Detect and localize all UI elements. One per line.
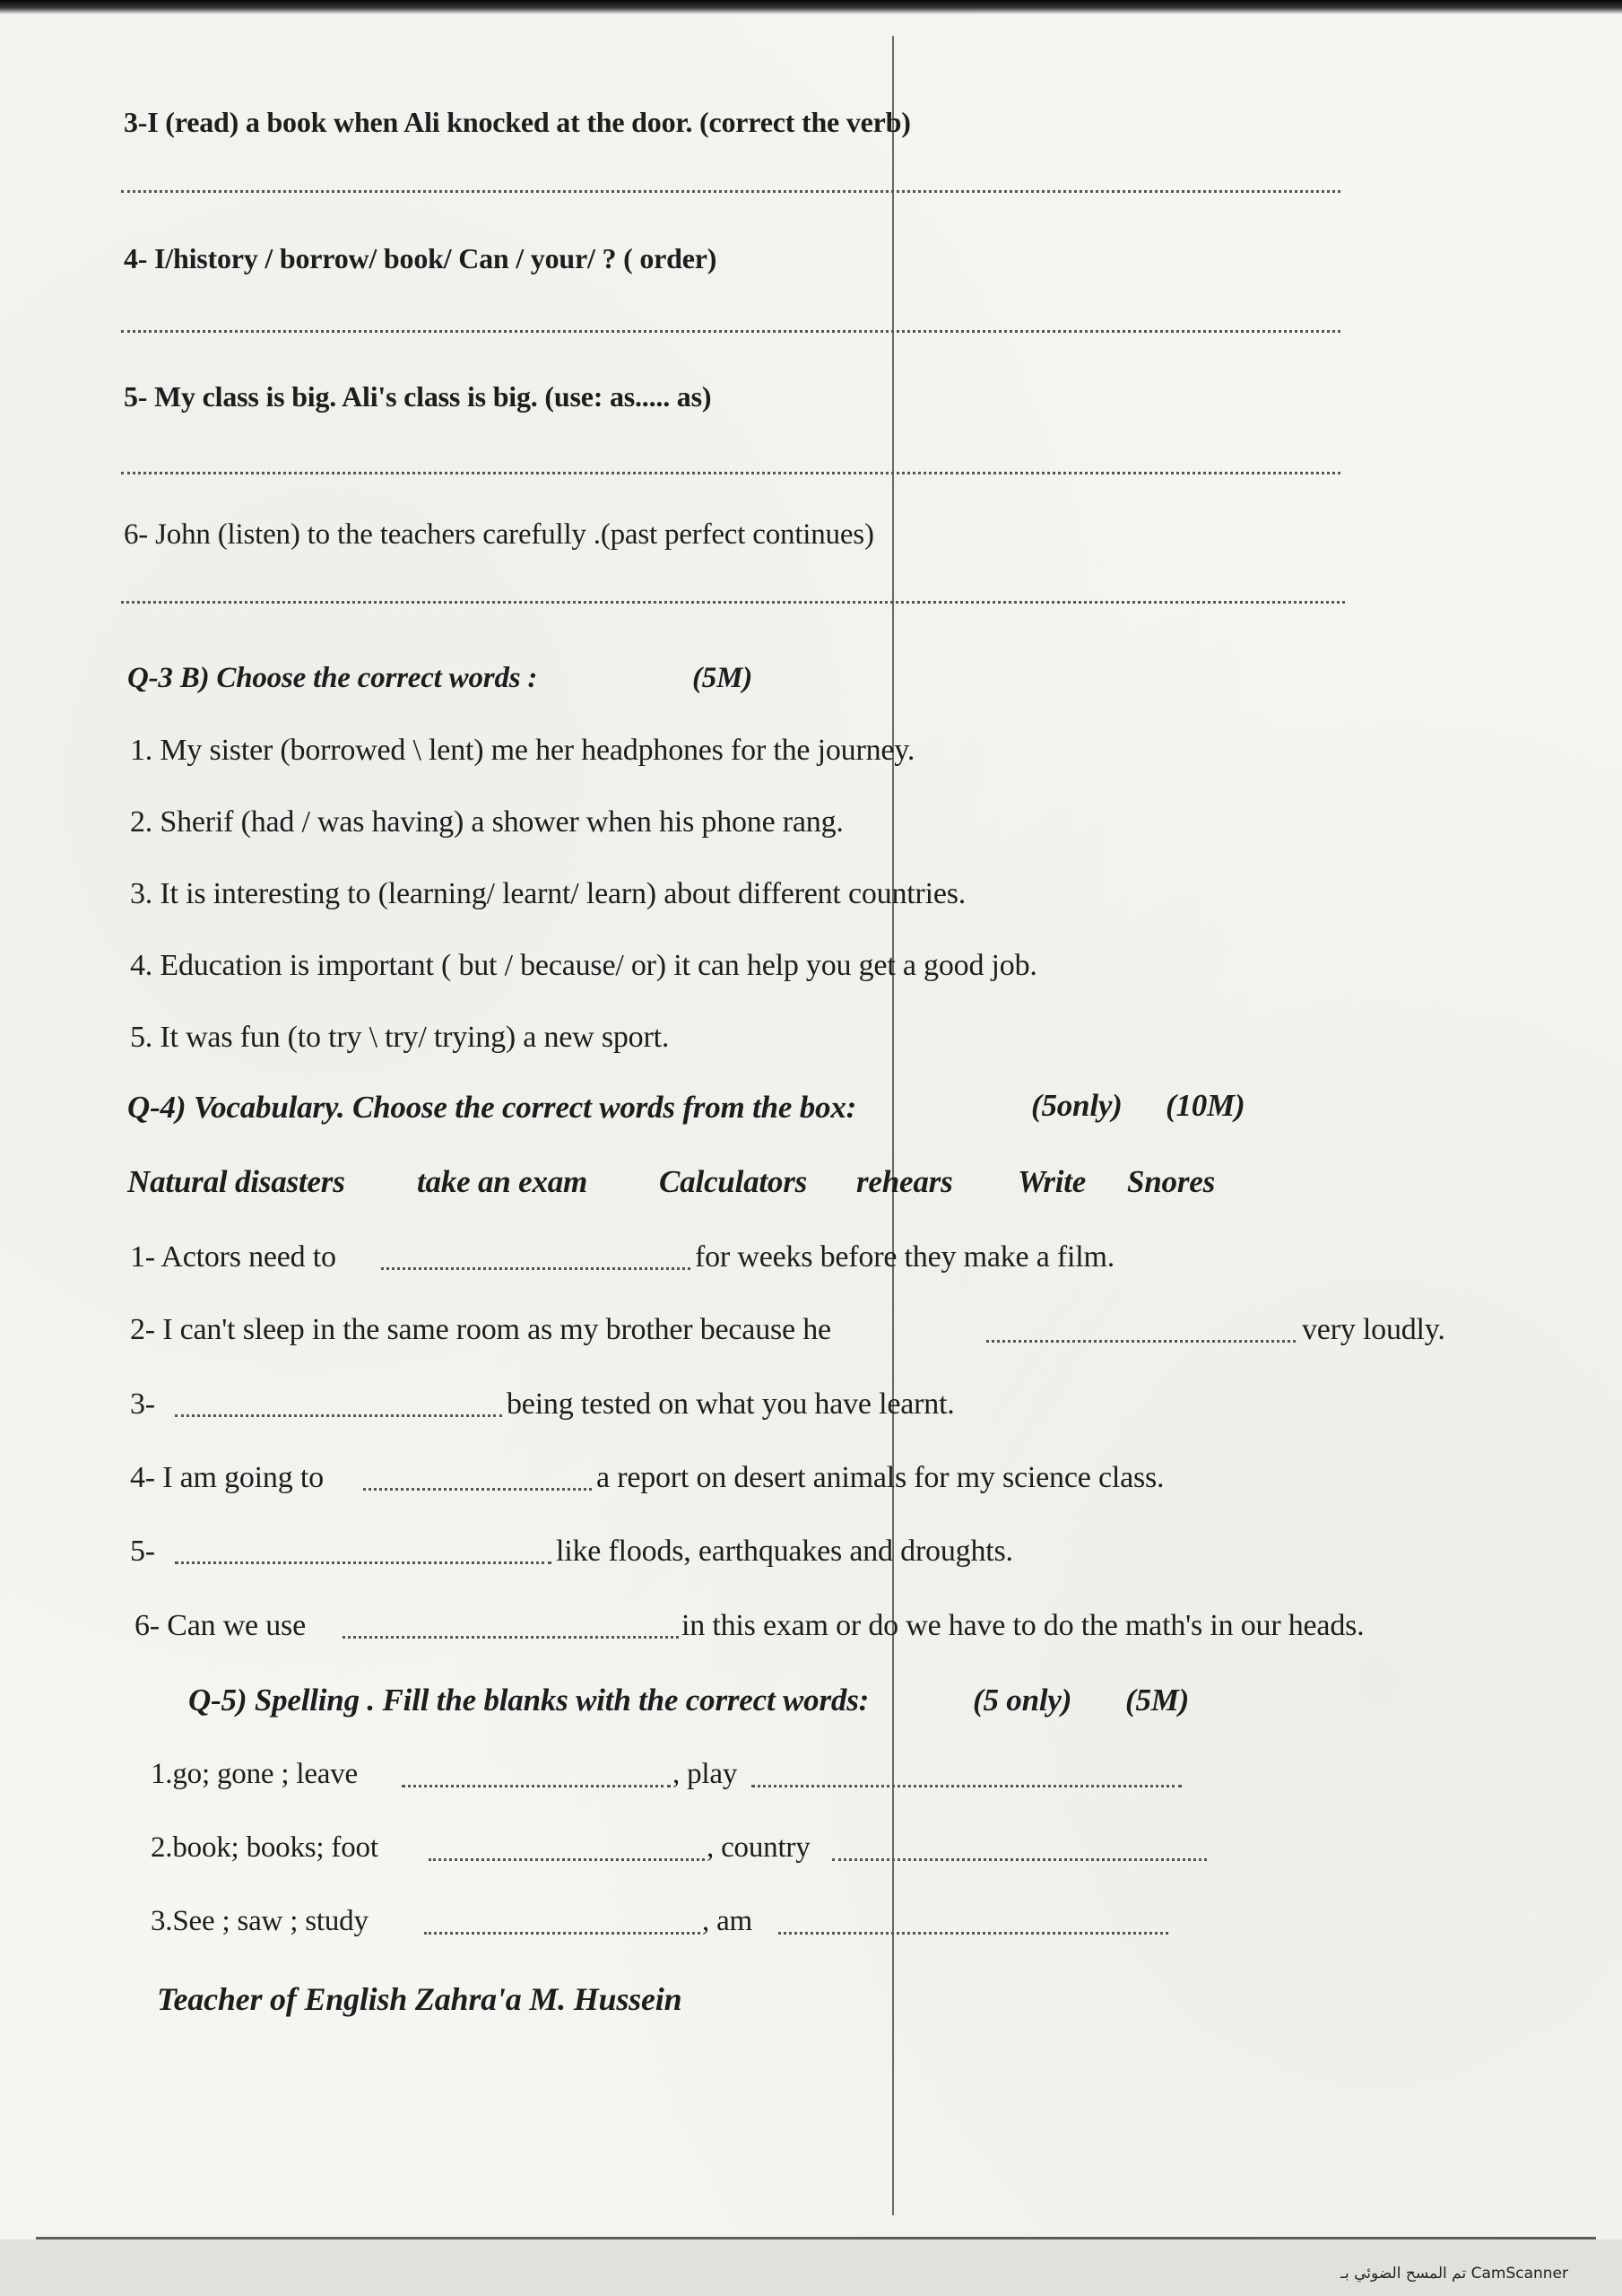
question-5: 5- My class is big. Ali's class is big. (use: as..... as) bbox=[124, 380, 712, 413]
blank[interactable] bbox=[424, 1932, 700, 1935]
q4-marks: (10M) bbox=[1166, 1088, 1245, 1123]
q3b-item-5: 5. It was fun (to try \ try/ trying) a new sport. bbox=[130, 1021, 670, 1054]
word-box-item: rehears bbox=[856, 1164, 953, 1199]
question-4: 4- I/history / borrow/ book/ Can / your/ ? ( order) bbox=[124, 242, 717, 274]
answer-line-6[interactable] bbox=[121, 601, 1345, 604]
q3b-marks: (5M) bbox=[692, 662, 753, 694]
fold-line bbox=[892, 36, 894, 2215]
blank[interactable] bbox=[986, 1340, 1296, 1343]
exam-sheet: 3-I (read) a book when Ali knocked at the door. (correct the verb) 4- I/history / borrow/ book/ Can / your/ ? ( order) 5- My class is big. Ali's class is big. (use: as..... as) 6- John (listen) to the teachers carefully .(past perfect continues) Q-3 B) Choose the correct words : (5M) 1. My sister (borrowed \ lent) me her headphones for the journey. 2. Sherif (had / was having) a shower when his phone rang. 3. It is interesting to (learning/ learnt/ learn) about different countries. 4. Education is important ( but / because/ or) it can help you get a good job. 5. It was fun (to try \ try/ trying) a new sport. Q-4) Vocabulary. Choose the correct words from the box: (5only) (10M) Natural disasters take an exam Calculators rehears Write Snores 1- Actors need to for weeks before they make a film. 2- I can't sleep in the same room as my brother because he very loudly. 3- being tested on what you have learnt. 4- I am going to a report on desert animals for my science class. 5- like floods, earthquakes and droughts. 6- Can we use in this exam or do we have to do the math's in our heads. Q-5) Spelling . Fill the blanks with the correct words: (5 only) (5M) 1.go; gone ; leave , play 2.book; books; foot , country 3.See ; saw ; study , am Teacher of English Zahra'a M. Hussein bbox=[0, 0, 1622, 2242]
q3b-item-1: 1. My sister (borrowed \ lent) me her headphones for the journey. bbox=[130, 734, 915, 767]
blank[interactable] bbox=[832, 1858, 1207, 1861]
blank[interactable] bbox=[175, 1414, 502, 1417]
blank[interactable] bbox=[402, 1785, 671, 1787]
answer-line-5[interactable] bbox=[121, 472, 1340, 474]
blank[interactable] bbox=[778, 1932, 1168, 1935]
q3b-item-2: 2. Sherif (had / was having) a shower when his phone rang. bbox=[130, 805, 844, 839]
q3b-heading: Q-3 B) Choose the correct words : bbox=[127, 662, 538, 694]
blank[interactable] bbox=[381, 1267, 690, 1270]
q5-note: (5 only) bbox=[973, 1683, 1072, 1718]
q4-heading: Q-4) Vocabulary. Choose the correct words from the box: bbox=[127, 1090, 857, 1125]
question-3: 3-I (read) a book when Ali knocked at the door. (correct the verb) bbox=[124, 106, 911, 138]
answer-line-3[interactable] bbox=[121, 190, 1340, 193]
blank[interactable] bbox=[175, 1561, 551, 1564]
word-box-item: Write bbox=[1018, 1164, 1087, 1199]
q5-marks: (5M) bbox=[1125, 1683, 1190, 1718]
blank[interactable] bbox=[343, 1636, 679, 1639]
page-top-edge bbox=[0, 0, 1622, 14]
question-6: 6- John (listen) to the teachers carefully .(past perfect continues) bbox=[124, 518, 874, 551]
word-box-item: Snores bbox=[1127, 1164, 1216, 1199]
q5-heading: Q-5) Spelling . Fill the blanks with the correct words: bbox=[188, 1683, 870, 1718]
answer-line-4[interactable] bbox=[121, 330, 1340, 333]
q4-note: (5only) bbox=[1031, 1088, 1123, 1123]
scanner-stamp: تم المسح الضوئي بـ CamScanner bbox=[1340, 2265, 1568, 2283]
q3b-item-4: 4. Education is important ( but / because/ or) it can help you get a good job. bbox=[130, 949, 1037, 982]
word-box-item: take an exam bbox=[417, 1164, 588, 1199]
q3b-item-3: 3. It is interesting to (learning/ learnt/ learn) about different countries. bbox=[130, 877, 967, 910]
word-box-item: Calculators bbox=[659, 1164, 808, 1199]
teacher-signature: Teacher of English Zahra'a M. Hussein bbox=[157, 1981, 682, 2017]
blank[interactable] bbox=[429, 1858, 705, 1861]
blank[interactable] bbox=[751, 1785, 1182, 1787]
blank[interactable] bbox=[363, 1488, 592, 1491]
word-box-item: Natural disasters bbox=[127, 1164, 345, 1199]
